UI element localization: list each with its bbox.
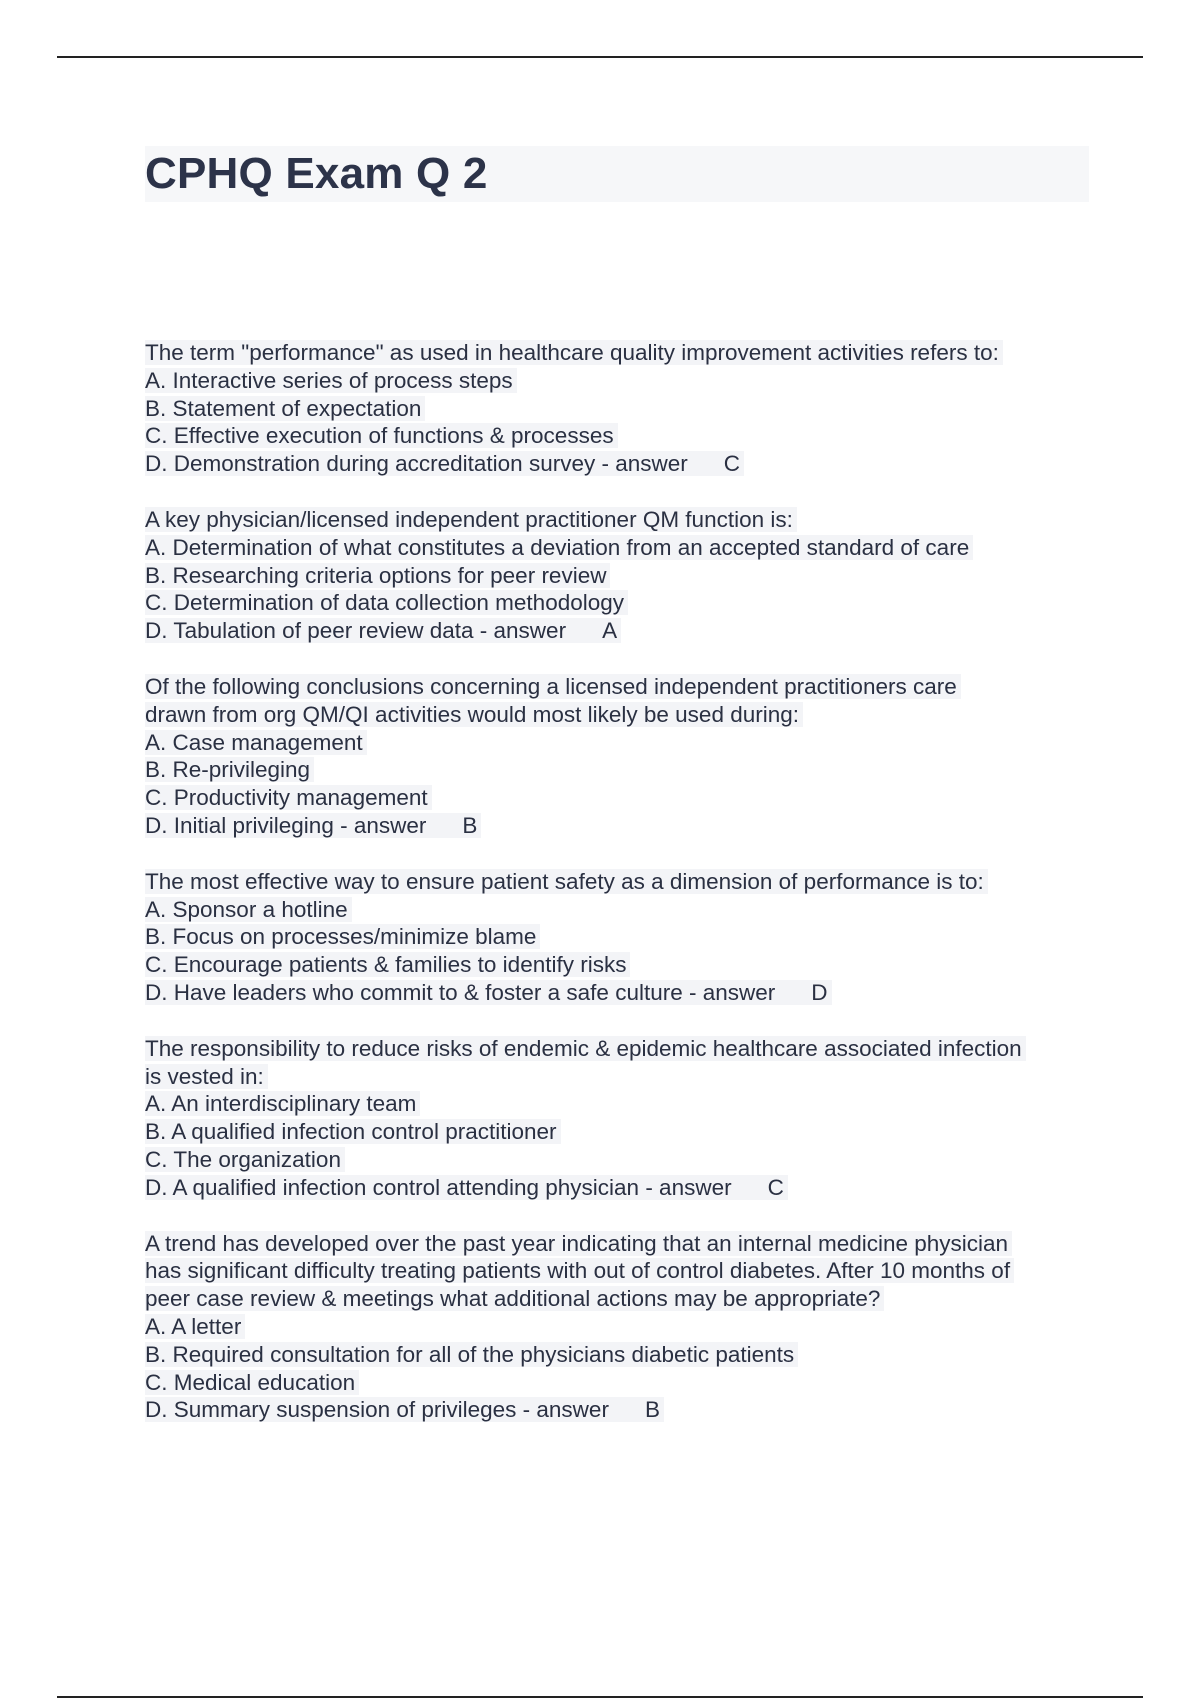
option-c: C. Determination of data collection methodology	[145, 589, 1095, 617]
option-b: B. Focus on processes/minimize blame	[145, 923, 1095, 951]
bottom-rule	[57, 1696, 1143, 1698]
option-a: A. An interdisciplinary team	[145, 1090, 1095, 1118]
option-c: C. Encourage patients & families to identify risks	[145, 951, 1095, 979]
question-4	[145, 868, 1095, 1007]
answer-letter: B	[462, 812, 478, 838]
question-stem-line: A key physician/licensed independent practitioner QM function is:	[145, 506, 1095, 534]
question-stem-line: The term "performance" as used in healthcare quality improvement activities refers to:	[145, 339, 1095, 367]
question-stem-line: has significant difficulty treating patients with out of control diabetes. After 10 months of	[145, 1257, 1095, 1285]
option-d: D. Initial privileging - answer B	[145, 812, 1095, 840]
question-6	[145, 1230, 1095, 1425]
answer-letter: C	[723, 451, 740, 477]
option-c: C. The organization	[145, 1146, 1095, 1174]
option-d: D. A qualified infection control attending physician - answer C	[145, 1174, 1095, 1202]
question-stem-line: Of the following conclusions concerning a licensed independent practitioners care	[145, 673, 1095, 701]
option-c: C. Productivity management	[145, 784, 1095, 812]
option-b: B. Statement of expectation	[145, 395, 1095, 423]
top-rule	[57, 56, 1143, 58]
question-list	[145, 339, 1095, 1452]
option-a: A. Sponsor a hotline	[145, 896, 1095, 924]
question-5	[145, 1035, 1095, 1202]
option-d: D. Tabulation of peer review data - answer A	[145, 617, 1095, 645]
question-stem-line: The most effective way to ensure patient safety as a dimension of performance is to:	[145, 868, 1095, 896]
question-stem-line: drawn from org QM/QI activities would most likely be used during:	[145, 701, 1095, 729]
question-2	[145, 506, 1095, 645]
answer-letter: B	[644, 1397, 660, 1423]
answer-letter: C	[767, 1174, 784, 1200]
question-stem-line: peer case review & meetings what additional actions may be appropriate?	[145, 1285, 1095, 1313]
option-b: B. Re-privileging	[145, 756, 1095, 784]
answer-letter: D	[811, 979, 828, 1005]
option-c: C. Effective execution of functions & processes	[145, 422, 1095, 450]
option-d: D. Have leaders who commit to & foster a safe culture - answer D	[145, 979, 1095, 1007]
option-d: D. Summary suspension of privileges - answer B	[145, 1396, 1095, 1424]
question-3	[145, 673, 1095, 840]
page-title: CPHQ Exam Q 2	[145, 149, 488, 198]
question-1	[145, 339, 1095, 478]
option-b: B. Required consultation for all of the physicians diabetic patients	[145, 1341, 1095, 1369]
answer-letter: A	[602, 618, 618, 644]
option-c: C. Medical education	[145, 1369, 1095, 1397]
option-a: A. Case management	[145, 729, 1095, 757]
option-a: A. Interactive series of process steps	[145, 367, 1095, 395]
option-a: A. Determination of what constitutes a deviation from an accepted standard of care	[145, 534, 1095, 562]
question-stem-line: A trend has developed over the past year indicating that an internal medicine physician	[145, 1230, 1095, 1258]
option-a: A. A letter	[145, 1313, 1095, 1341]
option-d: D. Demonstration during accreditation survey - answer C	[145, 450, 1095, 478]
question-stem-line: The responsibility to reduce risks of endemic & epidemic healthcare associated infection	[145, 1035, 1095, 1063]
question-stem-line: is vested in:	[145, 1063, 1095, 1091]
option-b: B. Researching criteria options for peer review	[145, 562, 1095, 590]
option-b: B. A qualified infection control practitioner	[145, 1118, 1095, 1146]
